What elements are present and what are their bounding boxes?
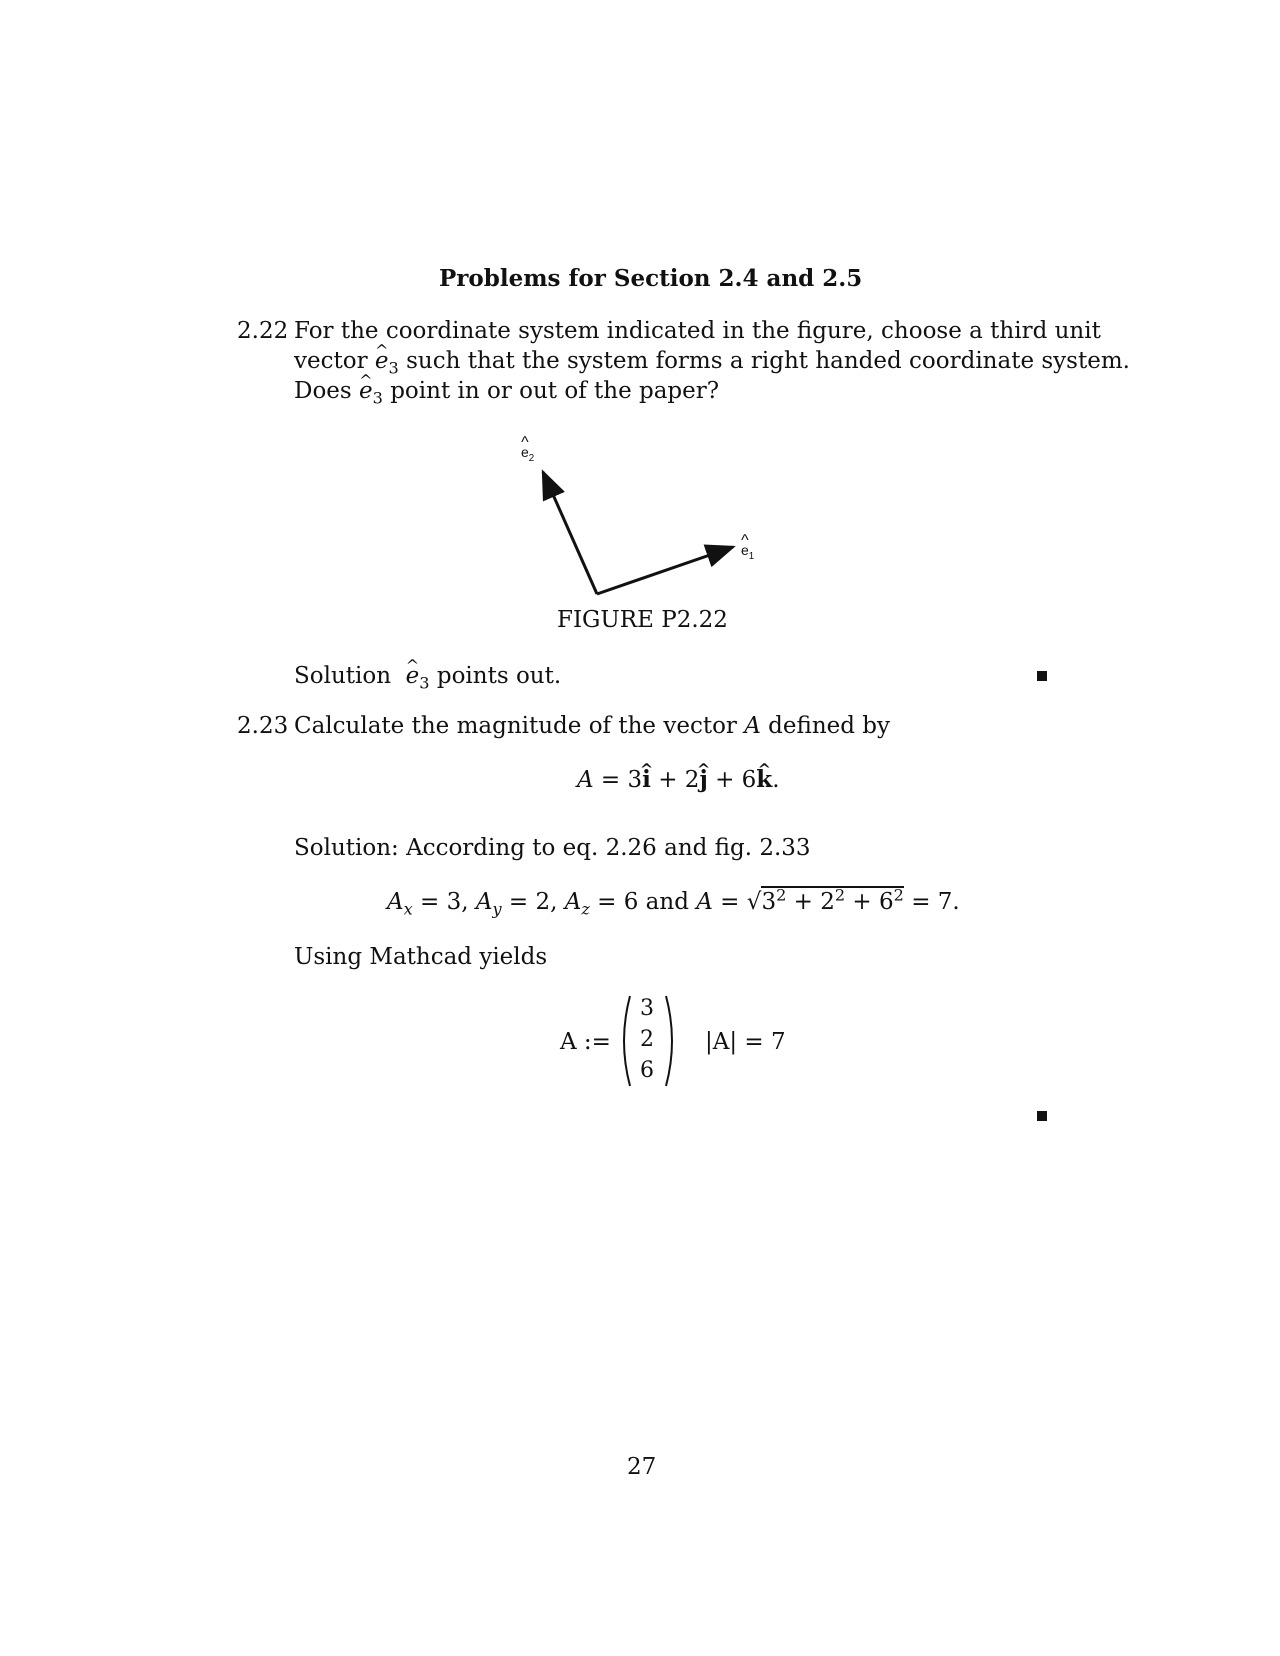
- matrix-cell: 2: [640, 1027, 654, 1052]
- problem-2-22-solution: Solution ^ $e_3$ points out.: [294, 661, 561, 691]
- problem-2-23-solution-line: Solution: According to eq. 2.26 and fig. 2.33: [294, 835, 811, 861]
- problem-2-23-number: 2.23: [237, 713, 289, 739]
- sqrt-radicand: $3^2 + 2^2 + 6^2$: [761, 885, 904, 915]
- problem-2-22-number: 2.22: [237, 318, 289, 344]
- end-of-proof-marker: [1037, 1111, 1047, 1121]
- unit-vector-e3: ^ e: [375, 346, 389, 376]
- figure-label-e1: ^ $e_1$: [741, 542, 754, 558]
- vector-e2-arrow: [543, 472, 597, 594]
- components-equation: $A_x = 3$, $A_y = 2$, $A_z = 6$ and $A = √3^2 + 2^2 + 6^2 = 7$.: [387, 885, 960, 919]
- figure-label-e2: ^ $e_2$: [521, 444, 534, 460]
- unit-vector-e3: ^ e: [406, 661, 420, 691]
- section-heading: Problems for Section 2.4 and 2.5: [439, 265, 863, 292]
- page-number: 27: [627, 1454, 657, 1480]
- end-of-proof-marker: [1037, 671, 1047, 681]
- matrix-cell: 3: [640, 996, 654, 1021]
- mathcad-intro: Using Mathcad yields: [294, 944, 548, 970]
- problem-2-22-line-1: For the coordinate system indicated in the figure, choose a third unit: [294, 318, 1101, 344]
- matrix-left-paren: [624, 996, 630, 1086]
- matrix-right-paren: [666, 996, 672, 1086]
- sqrt-symbol: √: [746, 889, 762, 915]
- matrix-cell: 6: [640, 1058, 654, 1083]
- mathcad-assign: A :=: [560, 1029, 611, 1055]
- vector-equation: A = 3^ i + 2^ j + 6^ k.: [577, 765, 780, 795]
- unit-vector-e3: ^ e: [359, 376, 373, 406]
- figure-caption: FIGURE P2.22: [557, 607, 728, 633]
- problem-2-22-line-2: vector ^ $e_3$ such that the system forms a right handed coordinate system.: [294, 346, 1130, 376]
- vector-e1-arrow: [597, 547, 733, 594]
- problem-2-23-statement: Calculate the magnitude of the vector A defined by: [294, 713, 891, 739]
- problem-2-22-line-3: Does ^ $e_3$ point in or out of the paper?: [294, 376, 719, 406]
- mathcad-norm: |A| = 7: [705, 1029, 786, 1055]
